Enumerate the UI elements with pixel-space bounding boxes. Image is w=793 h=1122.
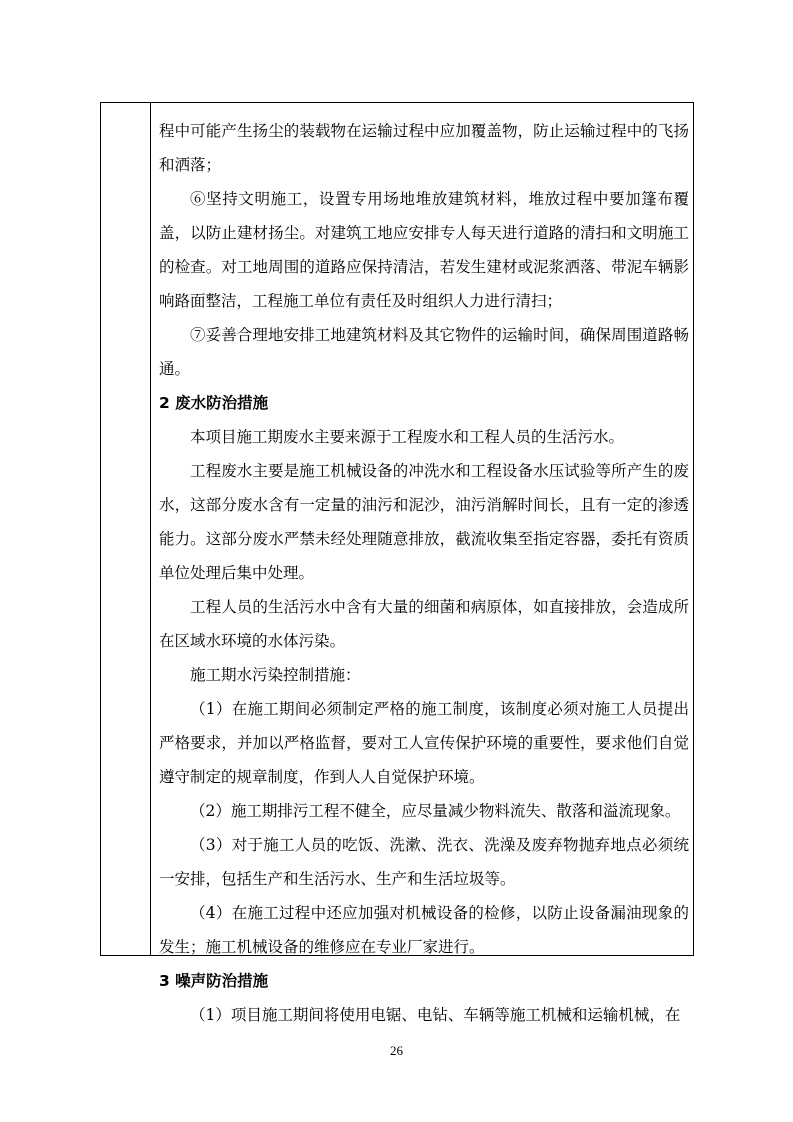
paragraph: （1）在施工期间必须制定严格的施工制度，该制度必须对施工人员提出严格要求，并加以严格监督，要对工人宣传保护环境的重要性，要求他们自觉遵守制定的规章制度，作到人人自觉保护环境。	[159, 700, 689, 786]
paragraph: （2）施工期排污工程不健全，应尽量减少物料流失、散落和溢流现象。	[190, 802, 681, 820]
document-content	[159, 114, 689, 1032]
paragraph: 本项目施工期废水主要来源于工程废水和工程人员的生活污水。	[190, 428, 625, 446]
page-number: 26	[390, 1043, 403, 1058]
table-left-column	[101, 103, 151, 955]
section-heading: 2 废水防治措施	[159, 394, 269, 412]
paragraph: （3）对于施工人员的吃饭、洗漱、洗衣、洗澡及废弃物抛弃地点必须统一安排，包括生产和生活污水、生产和生活垃圾等。	[159, 836, 689, 888]
document-table	[100, 102, 694, 1024]
paragraph: （4）在施工过程中还应加强对机械设备的检修，以防止设备漏油现象的发生；施工机械设备的维修应在专业厂家进行。	[159, 904, 689, 956]
paragraph: ⑥坚持文明施工，设置专用场地堆放建筑材料，堆放过程中要加篷布覆盖，以防止建材扬尘。对建筑工地应安排专人每天进行道路的清扫和文明施工的检查。对工地周围的道路应保持清洁，若发生建材或泥浆洒落、带泥车辆影响路面整洁，工程施工单位有责任及时组织人力进行清扫；	[159, 190, 689, 310]
paragraph: 工程废水主要是施工机械设备的冲洗水和工程设备水压试验等所产生的废水，这部分废水含有一定量的油污和泥沙，油污消解时间长，且有一定的渗透能力。这部分废水严禁未经处理随意排放，截流收集至指定容器，委托有资质单位处理后集中处理。	[159, 462, 689, 582]
paragraph: 施工期水污染控制措施：	[190, 666, 361, 684]
paragraph: （1）项目施工期间将使用电锯、电钻、车辆等施工机械和运输机械，在	[190, 1006, 681, 1024]
section-heading: 3 噪声防治措施	[159, 972, 269, 990]
paragraph: 程中可能产生扬尘的装载物在运输过程中应加覆盖物，防止运输过程中的飞扬和洒落；	[159, 122, 689, 174]
paragraph: 工程人员的生活污水中含有大量的细菌和病原体，如直接排放，会造成所在区域水环境的水体污染。	[159, 598, 689, 650]
paragraph: ⑦妥善合理地安排工地建筑材料及其它物件的运输时间，确保周围道路畅通。	[159, 326, 689, 378]
